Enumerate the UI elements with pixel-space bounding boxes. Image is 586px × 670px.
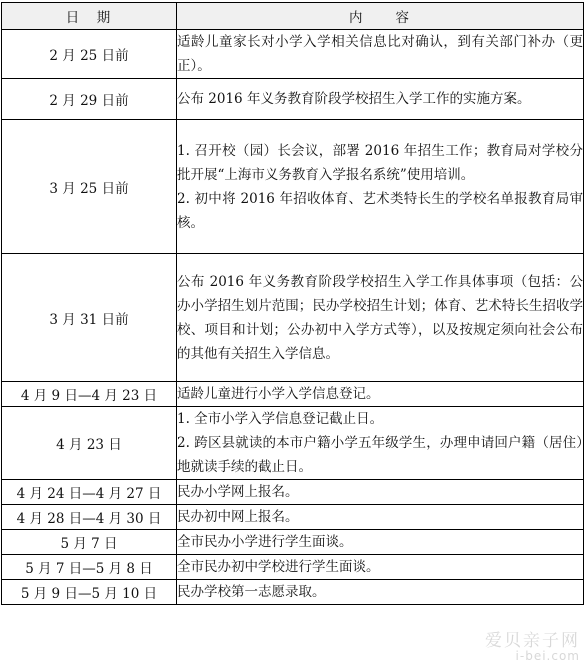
content-paragraph: 适龄儿童家长对小学入学相关信息比对确认，到有关部门补办（更正）。 xyxy=(177,34,583,74)
content-paragraph: 公布 2016 年义务教育阶段学校招生入学工作具体事项（包括：公办小学招生划片范围；民办学校招生计划；体育、艺术特长生招收学校、项目和计划；公办初中入学方式等），以及按规定须向社会公布的其他有关招生入学信息。 xyxy=(177,273,583,362)
row-date: 4 月 9 日—4 月 23 日 xyxy=(2,382,177,407)
row-date: 2 月 29 日前 xyxy=(2,79,177,120)
table-row xyxy=(2,480,584,505)
watermark-name: 爱贝亲子网 xyxy=(485,631,580,651)
table-row xyxy=(2,407,584,480)
header-row xyxy=(2,3,584,30)
row-date: 3 月 31 日前 xyxy=(2,254,177,382)
content-paragraph: 2. 初中将 2016 年招收体育、艺术类特长生的学校名单报教育局审核。 xyxy=(177,190,583,231)
content-paragraph: 民办初中网上报名。 xyxy=(177,509,299,525)
content-paragraph: 1. 召开校（园）长会议，部署 2016 年招生工作；教育局对学校分批开展“上海市义务教育入学报名系统”使用培训。 xyxy=(177,142,583,183)
content-paragraph: 1. 全市小学入学信息登记截止日。 xyxy=(177,411,384,427)
row-content xyxy=(177,407,584,480)
table-row xyxy=(2,79,584,120)
table-row xyxy=(2,505,584,530)
content-paragraph: 全市民办小学进行学生面谈。 xyxy=(177,534,353,550)
content-paragraph: 民办学校第一志愿录取。 xyxy=(177,584,326,600)
content-paragraph: 公布 2016 年义务教育阶段学校招生入学工作的实施方案。 xyxy=(177,91,531,107)
content-paragraph: 全市民办初中学校进行学生面谈。 xyxy=(177,559,380,575)
table-row xyxy=(2,530,584,555)
watermark-domain: i-bei.com xyxy=(515,649,580,663)
content-column-header: 内 容 xyxy=(177,3,584,30)
row-content xyxy=(177,555,584,580)
row-date: 4 月 24 日—4 月 27 日 xyxy=(2,480,177,505)
row-date: 5 月 7 日 xyxy=(2,530,177,555)
row-content xyxy=(177,30,584,79)
row-date: 3 月 25 日前 xyxy=(2,120,177,254)
date-column-header: 日 期 xyxy=(2,3,177,30)
row-content xyxy=(177,530,584,555)
row-content xyxy=(177,120,584,254)
table-row xyxy=(2,382,584,407)
schedule-body xyxy=(2,30,584,605)
content-paragraph: 适龄儿童进行小学入学信息登记。 xyxy=(177,386,380,402)
site-watermark xyxy=(485,631,580,664)
row-content xyxy=(177,580,584,605)
row-date: 4 月 28 日—4 月 30 日 xyxy=(2,505,177,530)
row-content xyxy=(177,254,584,382)
table-row xyxy=(2,30,584,79)
row-content xyxy=(177,480,584,505)
content-paragraph: 2. 跨区县就读的本市户籍小学五年级学生，办理申请回户籍（居住）地就读手续的截止日。 xyxy=(177,435,583,475)
table-row xyxy=(2,254,584,382)
table-row xyxy=(2,120,584,254)
row-content xyxy=(177,505,584,530)
row-date: 4 月 23 日 xyxy=(2,407,177,480)
enrollment-schedule-table xyxy=(1,2,584,605)
table-row xyxy=(2,555,584,580)
row-date: 5 月 7 日—5 月 8 日 xyxy=(2,555,177,580)
row-date: 2 月 25 日前 xyxy=(2,30,177,79)
content-paragraph: 民办小学网上报名。 xyxy=(177,484,299,500)
row-content xyxy=(177,382,584,407)
row-content xyxy=(177,79,584,120)
table-row xyxy=(2,580,584,605)
row-date: 5 月 9 日—5 月 10 日 xyxy=(2,580,177,605)
